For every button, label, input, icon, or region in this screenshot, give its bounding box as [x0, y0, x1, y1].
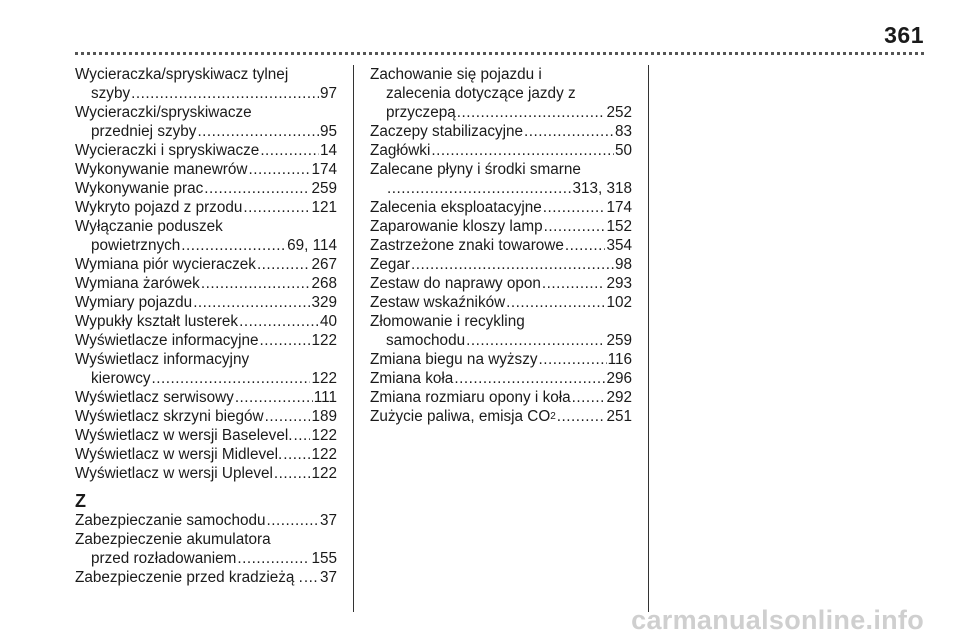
index-entry-term: Zabezpieczenie akumulatora — [75, 531, 271, 548]
dot-leader — [265, 407, 311, 426]
index-entry-term: Wyświetlacz w wersji Midlevel. — [75, 446, 283, 463]
index-page-ref: 95 — [319, 123, 337, 140]
index-entry-line — [370, 274, 632, 293]
index-entry-line — [75, 160, 337, 179]
dot-leader — [506, 293, 605, 312]
index-entry — [75, 198, 337, 217]
dot-leader — [457, 103, 606, 122]
index-entry-term: Wyświetlacz skrzyni biegów — [75, 408, 264, 425]
index-entry — [370, 293, 632, 312]
index-entry-line — [75, 511, 337, 530]
dot-leader — [131, 84, 319, 103]
index-page-ref: 155 — [311, 550, 337, 567]
dot-leader — [557, 407, 606, 426]
index-page-ref: 37 — [319, 569, 337, 586]
dot-leader — [260, 141, 319, 160]
index-entry-term: Zmiana biegu na wyższy — [370, 351, 538, 368]
index-entry-term: Wykonywanie prac — [75, 180, 204, 197]
index-entry-line — [75, 426, 337, 445]
dot-leader — [565, 236, 606, 255]
index-entry-line — [75, 464, 337, 483]
dot-leader — [524, 122, 614, 141]
dot-leader — [466, 331, 605, 350]
page-number: 361 — [884, 22, 924, 48]
index-page-ref: 121 — [311, 199, 337, 216]
index-column-right — [370, 65, 632, 426]
dot-leader — [539, 350, 607, 369]
index-page-ref: 111 — [313, 389, 337, 406]
index-entry-term: Zmiana rozmiaru opony i koła — [370, 389, 571, 406]
index-entry-line — [370, 407, 632, 426]
index-entry-line — [370, 331, 632, 350]
index-entry — [75, 568, 337, 587]
index-entry — [370, 255, 632, 274]
index-entry — [75, 293, 337, 312]
index-page-ref: 292 — [606, 389, 632, 406]
dot-leader — [454, 369, 605, 388]
index-entry-line — [75, 255, 337, 274]
header-rule — [75, 52, 924, 55]
index-entry-term: Zachowanie się pojazdu i — [370, 66, 542, 83]
index-entry-term: Złomowanie i recykling — [370, 313, 525, 330]
index-entry-term: Wymiana piór wycieraczek — [75, 256, 256, 273]
index-entry-line — [370, 350, 632, 369]
index-entry-line — [75, 568, 337, 587]
index-entry-term: zalecenia dotyczące jazdy z — [386, 85, 576, 102]
index-column-left — [75, 65, 337, 587]
index-page-ref: 37 — [319, 512, 337, 529]
index-entry — [75, 350, 337, 388]
dot-leader — [181, 236, 286, 255]
index-entry — [370, 350, 632, 369]
index-entry-term: przed rozładowaniem — [91, 550, 237, 567]
index-page-ref: 252 — [606, 104, 632, 121]
dot-leader — [235, 388, 313, 407]
dot-leader — [197, 122, 319, 141]
index-page-ref: 313, 318 — [572, 180, 632, 197]
index-entry — [370, 217, 632, 236]
index-page-ref: 296 — [606, 370, 632, 387]
index-entry-term: Zabezpieczanie samochodu — [75, 512, 266, 529]
index-entry — [75, 464, 337, 483]
index-page-ref: 122 — [311, 332, 337, 349]
index-entry-term: powietrznych — [91, 237, 181, 254]
index-entry-line — [75, 179, 337, 198]
dot-leader — [204, 179, 310, 198]
dot-leader — [237, 549, 310, 568]
index-entry-line — [370, 103, 632, 122]
index-page-ref: 83 — [614, 123, 632, 140]
index-page-ref: 122 — [311, 427, 337, 444]
index-entry-line — [75, 141, 337, 160]
index-entry — [75, 179, 337, 198]
dot-leader — [283, 445, 310, 464]
index-entry — [75, 426, 337, 445]
index-entry-term: Wyświetlacz w wersji Uplevel — [75, 465, 273, 482]
index-entry — [370, 274, 632, 293]
index-entry-line — [75, 84, 337, 103]
index-entry — [75, 217, 337, 255]
index-entry — [75, 407, 337, 426]
index-entry — [75, 511, 337, 530]
index-entry-term: Wymiana żarówek — [75, 275, 200, 292]
index-entry-line — [75, 331, 337, 350]
index-entry-term: Zagłówki — [370, 142, 431, 159]
dot-leader — [243, 198, 310, 217]
index-entry-term: szyby — [91, 85, 131, 102]
index-page-ref: 40 — [319, 313, 337, 330]
index-entry — [75, 160, 337, 179]
index-entry-term: Wyświetlacz w wersji Baselevel. — [75, 427, 293, 444]
index-entry-term: Wyświetlacz informacyjny — [75, 351, 250, 368]
index-entry-line — [75, 369, 337, 388]
index-page-ref: 50 — [614, 142, 632, 159]
index-entry-line — [370, 141, 632, 160]
index-entry — [370, 160, 632, 198]
index-page-ref: 102 — [606, 294, 632, 311]
index-entry-term: Zaczepy stabilizacyjne — [370, 123, 524, 140]
index-page-ref: 251 — [606, 408, 632, 425]
index-entry-line — [75, 293, 337, 312]
index-entry-term: Zestaw do naprawy opon — [370, 275, 541, 292]
index-page-ref: 122 — [311, 446, 337, 463]
index-entry-term: Zabezpieczenie przed kradzieżą . — [75, 569, 303, 586]
index-entry — [370, 369, 632, 388]
index-entry-line — [370, 255, 632, 274]
index-page-ref: 354 — [606, 237, 632, 254]
index-page-ref: 329 — [311, 294, 337, 311]
index-entry-term: Zestaw wskaźników — [370, 294, 506, 311]
dot-leader — [239, 312, 319, 331]
index-entry-line — [75, 388, 337, 407]
index-entry-line — [370, 122, 632, 141]
index-page-ref: 98 — [614, 256, 632, 273]
index-section-letter: Z — [75, 491, 86, 511]
index-entry — [75, 274, 337, 293]
index-entry — [75, 103, 337, 141]
index-entry-line — [370, 179, 632, 198]
index-entry-term: Zalecenia eksploatacyjne — [370, 199, 542, 216]
dot-leader — [274, 464, 311, 483]
index-entry-term: przyczepą — [386, 104, 456, 121]
index-entry-line — [75, 312, 337, 331]
index-entry-line — [370, 236, 632, 255]
watermark: carmanualsonline.info — [631, 605, 924, 635]
index-page-ref: 293 — [606, 275, 632, 292]
dot-leader — [572, 388, 606, 407]
index-entry — [75, 312, 337, 331]
index-entry — [75, 331, 337, 350]
column-divider-left — [353, 65, 354, 612]
index-entry-term: Zegar — [370, 256, 410, 273]
dot-leader — [544, 217, 606, 236]
index-page-ref: 174 — [311, 161, 337, 178]
index-entry-term: Wykonywanie manewrów — [75, 161, 248, 178]
index-entry-term: Wykryto pojazd z przodu — [75, 199, 243, 216]
index-entry-term: Wypukły kształt lusterek — [75, 313, 239, 330]
dot-leader — [193, 293, 310, 312]
dot-leader — [259, 331, 310, 350]
index-entry — [75, 141, 337, 160]
index-entry-term: Zaparowanie kloszy lamp — [370, 218, 543, 235]
index-page-ref: 259 — [311, 180, 337, 197]
index-page-ref: 267 — [311, 256, 337, 273]
index-entry-line — [75, 549, 337, 568]
dot-leader — [304, 568, 319, 587]
index-entry — [370, 122, 632, 141]
index-page-ref: 14 — [319, 142, 337, 159]
index-page-ref: 122 — [311, 465, 337, 482]
index-entry-line — [75, 198, 337, 217]
index-entry-subscript: 2 — [550, 411, 556, 422]
dot-leader — [266, 511, 319, 530]
index-entry-line — [370, 198, 632, 217]
index-entry-line — [75, 236, 337, 255]
index-entry — [75, 445, 337, 464]
dot-leader — [542, 274, 606, 293]
column-divider-right — [648, 65, 649, 612]
index-entry-line — [75, 122, 337, 141]
index-entry-term: przedniej szyby — [91, 123, 197, 140]
dot-leader — [387, 179, 571, 198]
index-entry-term: kierowcy — [91, 370, 151, 387]
index-entry-term: Wymiary pojazdu — [75, 294, 193, 311]
index-entry — [75, 530, 337, 568]
index-page-ref: 268 — [311, 275, 337, 292]
index-entry — [370, 198, 632, 217]
index-entry-term: Wyświetlacz serwisowy — [75, 389, 234, 406]
index-entry — [370, 236, 632, 255]
dot-leader — [411, 255, 614, 274]
index-entry-term: Wycieraczka/spryskiwacz tylnej — [75, 66, 289, 83]
index-entry-term: Zalecane płyny i środki smarne — [370, 161, 581, 178]
index-entry — [75, 388, 337, 407]
dot-leader — [293, 426, 310, 445]
index-page-ref: 259 — [606, 332, 632, 349]
index-entry — [370, 141, 632, 160]
index-entry-term: Zmiana koła — [370, 370, 454, 387]
index-page-ref: 97 — [319, 85, 337, 102]
index-entry — [75, 255, 337, 274]
index-entry-line — [370, 388, 632, 407]
dot-leader — [431, 141, 614, 160]
index-entry-line — [75, 274, 337, 293]
index-entry-line — [370, 369, 632, 388]
index-page-ref: 116 — [607, 351, 632, 368]
index-entry-term: Wycieraczki i spryskiwacze — [75, 142, 260, 159]
index-entry-term: Zastrzeżone znaki towarowe — [370, 237, 564, 254]
index-page-ref: 189 — [311, 408, 337, 425]
index-entry-term: Wyświetlacze informacyjne — [75, 332, 259, 349]
index-entry — [370, 65, 632, 122]
index-entry — [370, 388, 632, 407]
index-entry-line — [370, 217, 632, 236]
index-entry-line — [75, 445, 337, 464]
index-entry-term: samochodu — [386, 332, 466, 349]
index-entry-term: Wyłączanie poduszek — [75, 218, 223, 235]
index-entry-line — [75, 407, 337, 426]
index-page-ref: 69, 114 — [287, 237, 337, 254]
index-entry-term: Zużycie paliwa, emisja CO — [370, 408, 551, 425]
index-entry-term: Wycieraczki/spryskiwacze — [75, 104, 252, 121]
dot-leader — [543, 198, 606, 217]
index-entry — [370, 407, 632, 426]
index-page-ref: 152 — [606, 218, 632, 235]
dot-leader — [201, 274, 311, 293]
dot-leader — [152, 369, 311, 388]
dot-leader — [248, 160, 310, 179]
dot-leader — [257, 255, 311, 274]
index-page-ref: 122 — [311, 370, 337, 387]
index-page-ref: 174 — [606, 199, 632, 216]
index-entry-line — [370, 293, 632, 312]
index-entry — [370, 312, 632, 350]
index-entry — [75, 65, 337, 103]
